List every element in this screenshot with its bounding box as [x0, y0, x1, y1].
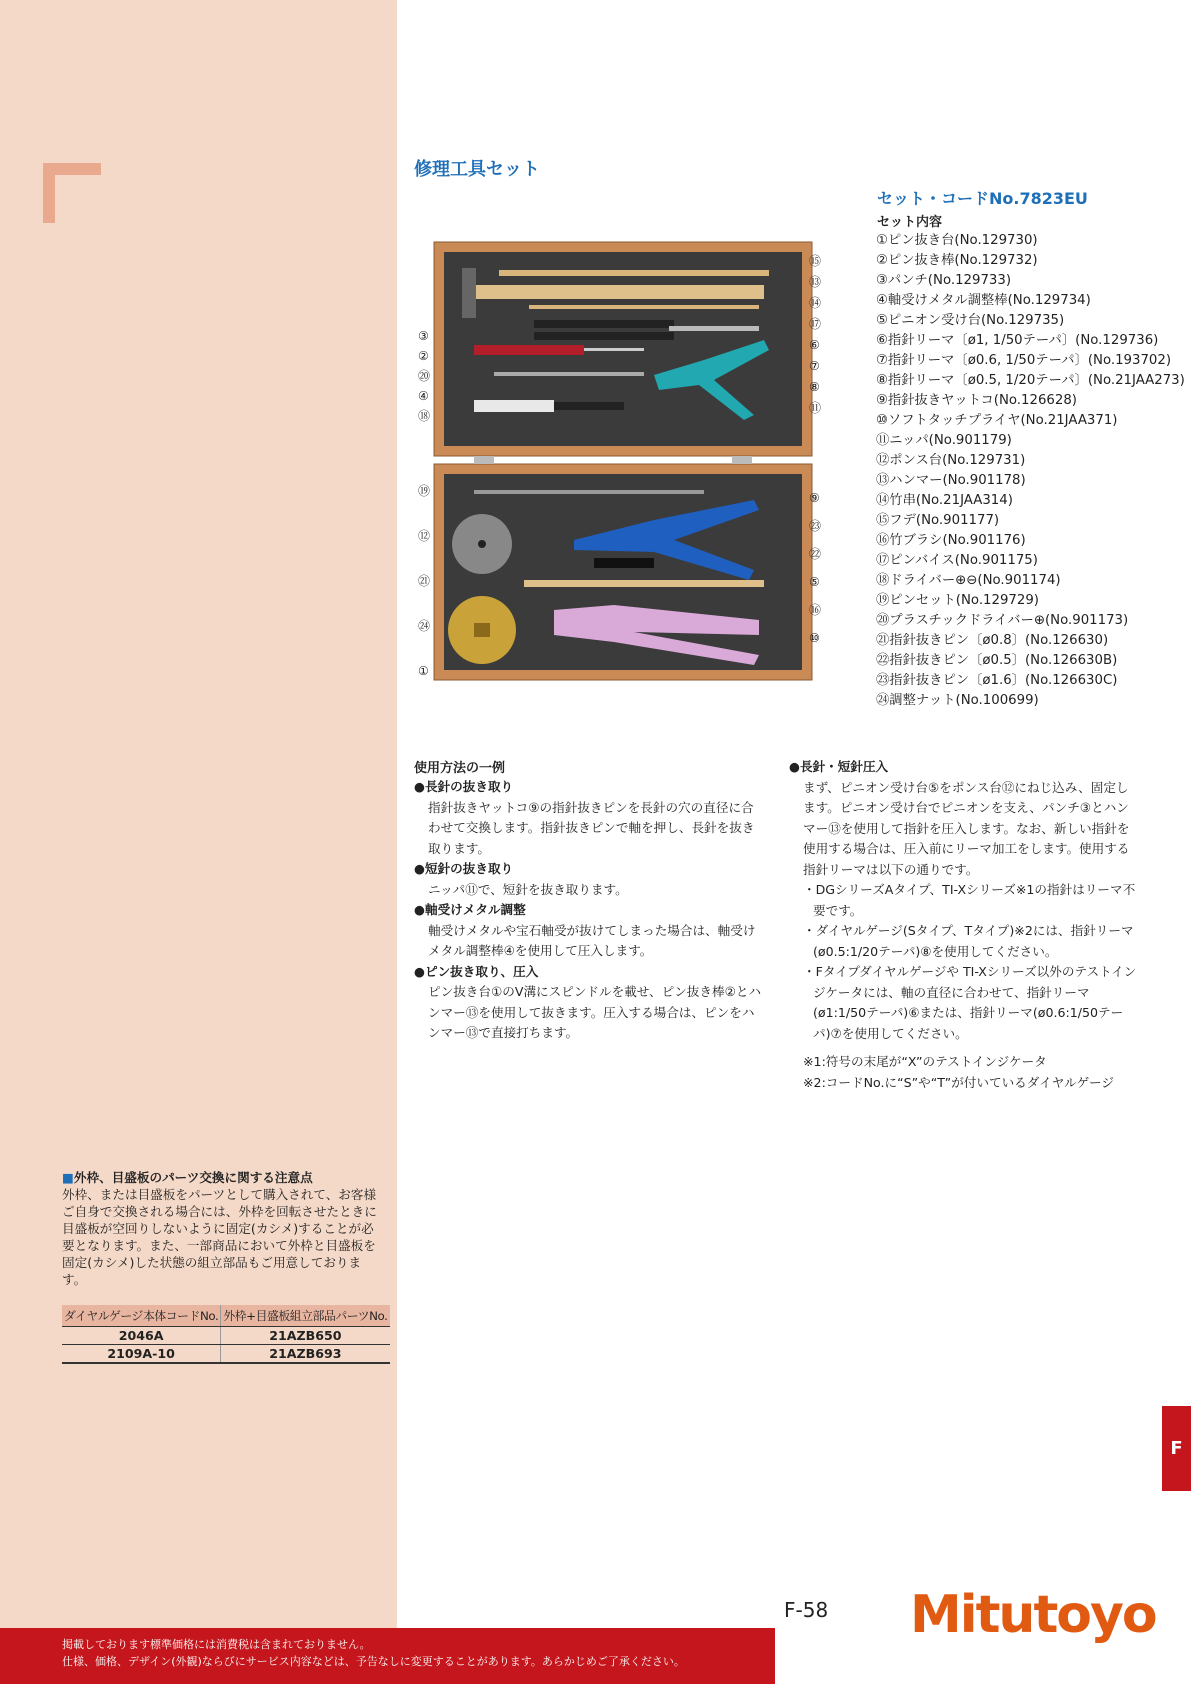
callout-label: ⑨	[809, 491, 820, 505]
list-item: ③パンチ(No.129733)	[876, 273, 1012, 288]
note-body: 外枠、または目盛板をパーツとして購入されて、お客様ご自身で交換される場合には、外枠を回転させたときに目盛板が空回りしないように固定(カシメ)することが必要となります。また、一部商品において外枠と目盛板を固定(カシメ)した状態の組立部品もご用意しております。	[62, 1187, 377, 1287]
callout-label: ㉑	[418, 574, 431, 588]
list-item: ⑲ピンセット(No.129729)	[876, 593, 1039, 608]
table-header: ダイヤルゲージ本体コードNo.	[62, 1305, 221, 1327]
usage-heading: 使用方法の一例	[414, 761, 506, 776]
usage-bullet: ・ダイヤルゲージ(Sタイプ、Tタイプ)※2には、指針リーマ(ø0.5:1/20テーパ)⑧を使用してください。	[803, 923, 1134, 959]
callout-label: ⑦	[809, 359, 820, 373]
list-item: ⑬ハンマー(No.901178)	[876, 473, 1026, 488]
list-item: ⑳プラスチックドライバー⊕(No.901173)	[876, 613, 1129, 628]
set-code: セット・コードNo.7823EU	[877, 189, 1088, 208]
list-item: ⑯竹ブラシ(No.901176)	[876, 533, 1026, 548]
parts-exchange-note	[62, 1169, 380, 1288]
note-title-text: 外枠、目盛板のパーツ交換に関する注意点	[73, 1170, 313, 1185]
table-cell: 21AZB693	[221, 1345, 390, 1364]
callout-label: ⑫	[418, 529, 431, 543]
callout-label: ㉒	[809, 547, 822, 561]
list-item: ㉑指針抜きピン〔ø0.8〕(No.126630)	[876, 633, 1109, 648]
list-item: ⑱ドライバー⊕⊖(No.901174)	[876, 573, 1061, 588]
set-contents-label: セット内容	[877, 215, 943, 230]
usage-right-column	[789, 757, 1141, 1093]
list-item: ⑰ピンバイス(No.901175)	[876, 553, 1038, 568]
list-item: ①ピン抜き台(No.129730)	[876, 233, 1038, 248]
list-item: ②ピン抜き棒(No.129732)	[876, 253, 1038, 268]
usage-section-title: ●ピン抜き取り、圧入	[414, 963, 539, 979]
parts-table	[62, 1305, 390, 1364]
callout-label: ⑲	[418, 484, 431, 498]
footer-line: 掲載しております標準価格には消費税は含まれておりません。	[62, 1638, 371, 1651]
footnote: ※2:コードNo.に“S”や“T”が付いているダイヤルゲージ	[803, 1074, 1115, 1090]
list-item: ⑦指針リーマ〔ø0.6, 1/50テーパ〕(No.193702)	[876, 353, 1172, 368]
list-item: ⑩ソフトタッチプライヤ(No.21JAA371)	[876, 413, 1118, 428]
list-item: ⑫ポンス台(No.129731)	[876, 453, 1026, 468]
callout-label: ③	[418, 329, 429, 343]
callout-label: ⑰	[809, 317, 822, 331]
left-sidebar	[0, 0, 397, 1684]
callout-label: ⑩	[809, 631, 820, 645]
list-item: ⑥指針リーマ〔ø1, 1/50テーパ〕(No.129736)	[876, 333, 1159, 348]
table-header-row	[62, 1305, 390, 1327]
section-tab: F	[1162, 1406, 1191, 1491]
usage-section-title: ●長針・短針圧入	[789, 759, 889, 774]
usage-section-body: まず、ピニオン受け台⑤をポンス台⑫にねじ込み、固定します。ピニオン受け台でピニオンを支え、パンチ③とハンマー⑬を使用して指針を圧入します。なお、新しい指針を使用する場合は、圧入前にリーマ加工をします。使用する指針リーマは以下の通りです。	[803, 779, 1130, 877]
list-item: ⑤ピニオン受け台(No.129735)	[876, 313, 1065, 328]
callout-label: ⑱	[418, 409, 431, 423]
table-row	[62, 1327, 390, 1345]
table-cell: 2109A-10	[62, 1345, 221, 1364]
note-title	[62, 1169, 380, 1186]
usage-section-title: ●長針の抜き取り	[414, 779, 514, 794]
list-item: ⑮フデ(No.901177)	[876, 513, 1000, 528]
callout-label: ⑪	[809, 401, 822, 415]
footnote: ※1:符号の末尾が“X”のテストインジケータ	[803, 1054, 1047, 1069]
table-row	[62, 1345, 390, 1364]
tool-set-photo	[414, 240, 858, 700]
list-item: ⑨指針抜きヤットコ(No.126628)	[876, 393, 1077, 408]
list-item: ⑭竹串(No.21JAA314)	[876, 493, 1013, 508]
usage-bullet: ・Fタイプダイヤルゲージや TI-Xシリーズ以外のテストインジケータには、軸の直径に合わせて、指針リーマ(ø1:1/50テーパ)⑥または、指針リーマ(ø0.6:1/50テーパ)⑦を使用してください。	[803, 964, 1137, 1041]
callout-label: ⑤	[809, 575, 820, 589]
page-title: 修理工具セット	[414, 159, 540, 180]
usage-section-title: ●軸受けメタル調整	[414, 902, 526, 917]
list-item: ⑪ニッパ(No.901179)	[876, 433, 1012, 448]
usage-section-body: 指針抜きヤットコ⑨の指針抜きピンを長針の穴の直径に合わせて交換します。指針抜きピンで軸を押し、長針を抜き取ります。	[428, 799, 755, 856]
callout-label: ⑧	[809, 380, 820, 394]
callout-label: ⑮	[809, 254, 822, 268]
callout-label: ⑥	[809, 338, 820, 352]
callout-label: ⑯	[809, 603, 822, 617]
list-item: ㉓指針抜きピン〔ø1.6〕(No.126630C)	[876, 673, 1118, 688]
callout-label: ①	[418, 664, 429, 678]
callout-label: ⑬	[809, 275, 822, 289]
usage-section-title: ●短針の抜き取り	[414, 861, 514, 876]
usage-section-body: ピン抜き台①のV溝にスピンドルを載せ、ピン抜き棒②とハンマー⑬を使用して抜きます。圧入する場合は、ピンをハンマー⑬で直接打ちます。	[428, 984, 762, 1040]
usage-section-body: ニッパ⑪で、短針を抜き取ります。	[428, 881, 628, 897]
list-item: ④軸受けメタル調整棒(No.129734)	[876, 293, 1091, 308]
table-header: 外枠+目盛板組立部品パーツNo.	[221, 1305, 390, 1327]
callout-label: ②	[418, 349, 429, 363]
callout-label: ⑳	[418, 369, 431, 383]
callout-label: ⑭	[809, 296, 822, 310]
callout-label: ㉓	[809, 519, 822, 533]
brand-logo: Mitutoyo	[910, 1585, 1156, 1645]
list-item: ㉔調整ナット(No.100699)	[876, 693, 1039, 708]
footer-text	[62, 1636, 685, 1670]
callout-label: ④	[418, 389, 429, 403]
table-cell: 21AZB650	[221, 1327, 390, 1345]
set-items-list	[876, 231, 1185, 711]
callout-label: ㉔	[418, 619, 431, 633]
footer-line: 仕様、価格、デザイン(外観)ならびにサービス内容などは、予告なしに変更することがあります。あらかじめご了承ください。	[62, 1655, 685, 1668]
table-cell: 2046A	[62, 1327, 221, 1345]
square-marker-icon: ■	[62, 1170, 74, 1185]
usage-section-body: 軸受けメタルや宝石軸受が抜けてしまった場合は、軸受けメタル調整棒④を使用して圧入します。	[428, 922, 756, 958]
usage-left-column	[414, 777, 766, 1044]
list-item: ㉒指針抜きピン〔ø0.5〕(No.126630B)	[876, 653, 1118, 668]
corner-bracket-mark	[43, 163, 101, 223]
list-item: ⑧指針リーマ〔ø0.5, 1/20テーパ〕(No.21JAA273)	[876, 373, 1185, 388]
page-number: F-58	[784, 1598, 829, 1622]
usage-bullet: ・DGシリーズAタイプ、TI-Xシリーズ※1の指針はリーマ不要です。	[803, 882, 1136, 918]
